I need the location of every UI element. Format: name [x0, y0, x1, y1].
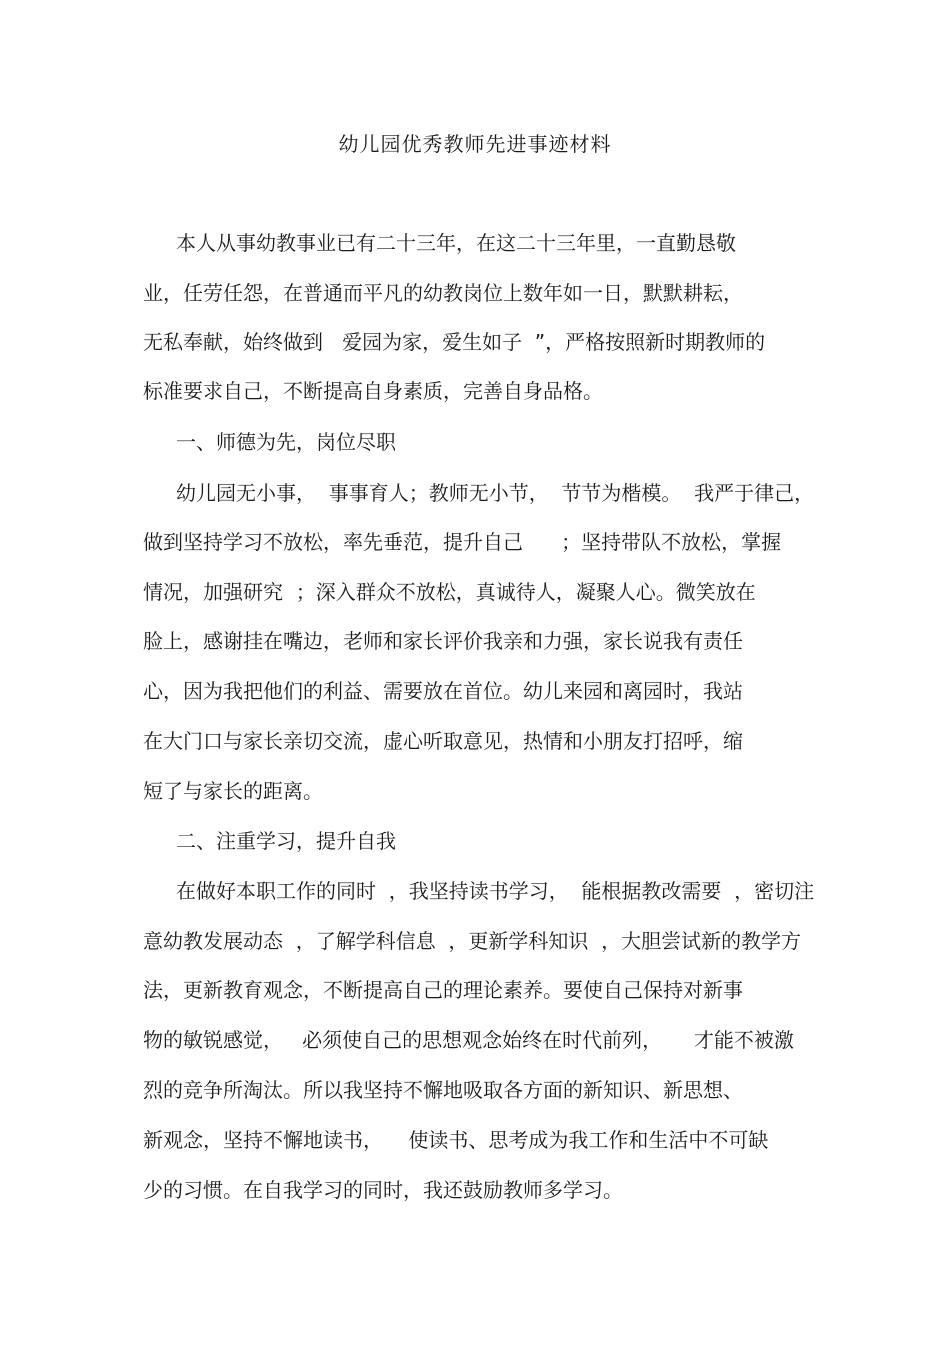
paragraph-line: 意幼教发展动态 ，了解学科信息 ，更新学科知识 ，大胆尝试新的教学方 — [143, 929, 802, 953]
paragraph-line: 短了与家长的距离。 — [143, 779, 323, 803]
document-title: 幼儿园优秀教师先进事迹材料 — [338, 132, 612, 156]
section-heading-1: 一、师德为先，岗位尽职 — [176, 430, 396, 454]
paragraph-line: 做到坚持学习不放松，率先垂范，提升自己 ；坚持带队不放松，掌握 — [143, 530, 782, 554]
section-heading-2: 二、注重学习，提升自我 — [176, 829, 396, 853]
paragraph-line: 情况，加强研究 ；深入群众不放松，真诚待人，凝聚人心。微笑放在 — [143, 580, 756, 604]
paragraph-line: 在大门口与家长亲切交流，虚心听取意见，热情和小朋友打招呼，缩 — [143, 729, 743, 753]
paragraph-line: 物的敏锐感觉， 必须使自己的思想观念始终在时代前列， 才能不被激 — [143, 1028, 794, 1052]
paragraph-line: 无私奉献，始终做到 爱园为家，爱生如子 ”，严格按照新时期教师的 — [143, 330, 766, 354]
paragraph-line: 烈的竞争所淘汰。所以我坚持不懈地吸取各方面的新知识、新思想、 — [143, 1078, 743, 1102]
paragraph-line: 少的习惯。在自我学习的同时，我还鼓励教师多学习。 — [143, 1178, 623, 1202]
paragraph-line: 心，因为我把他们的利益、需要放在首位。幼儿来园和离园时，我站 — [143, 679, 743, 703]
paragraph-line: 本人从事幼教事业已有二十三年，在这二十三年里，一直勤恳敬 — [176, 231, 736, 255]
paragraph-line: 业，任劳任怨，在普通而平凡的幼教岗位上数年如一日，默默耕耘， — [143, 281, 743, 305]
paragraph-line: 新观念，坚持不懈地读书， 使读书、思考成为我工作和生活中不可缺 — [143, 1128, 769, 1152]
paragraph-line: 在做好本职工作的同时 ，我坚持读书学习， 能根据教改需要 ，密切注 — [176, 879, 815, 903]
paragraph-line: 标准要求自己，不断提高自身素质，完善自身品格。 — [143, 379, 603, 403]
paragraph-line: 脸上，感谢挂在嘴边，老师和家长评价我亲和力强，家长说我有责任 — [143, 629, 743, 653]
paragraph-line: 法，更新教育观念，不断提高自己的理论素养。要使自己保持对新事 — [143, 978, 743, 1002]
paragraph-line: 幼儿园无小事， 事事育人；教师无小节， 节节为楷模。 我严于律己， — [176, 481, 815, 505]
